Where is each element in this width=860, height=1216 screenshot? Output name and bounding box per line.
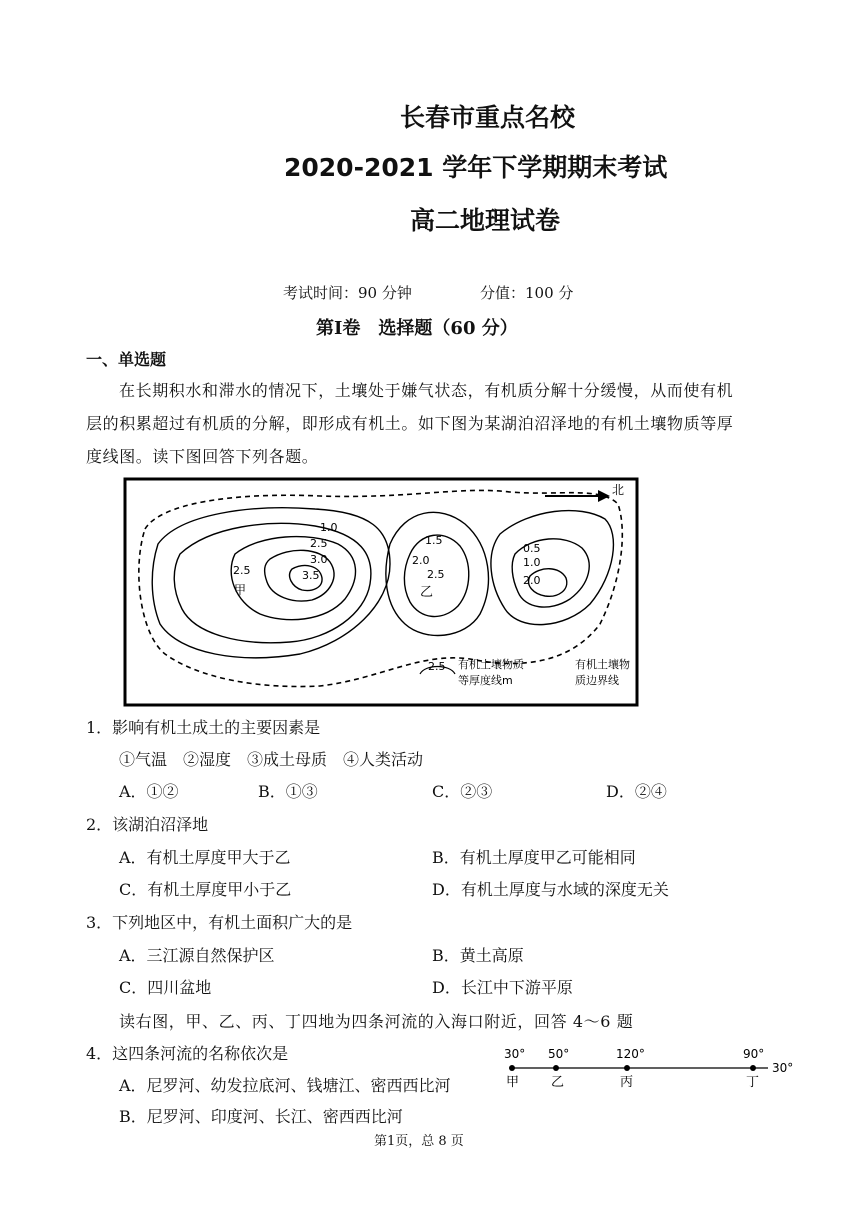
intro-line-3: 度线图。读下图回答下列各题。	[86, 447, 319, 466]
exam-score: 分值：100 分	[480, 284, 574, 302]
label-1-0-b: 1.0	[523, 556, 541, 569]
label-2-5-c: 2.5	[427, 568, 445, 581]
legend-contour-label-2: 等厚度线m	[458, 674, 513, 687]
q3-option-d: D．长江中下游平原	[432, 978, 573, 997]
deg-jia: 30°	[504, 1047, 526, 1061]
label-yi: 乙	[420, 585, 434, 600]
label-3-0: 3.0	[310, 553, 328, 566]
exam-title: 2020-2021 学年下学期期末考试	[284, 153, 668, 182]
subject-title: 高二地理试卷	[410, 206, 561, 235]
q2-option-d: D．有机土厚度与水域的深度无关	[432, 880, 669, 899]
lat-label: 30°	[772, 1061, 794, 1075]
label-2-5: 2.5	[310, 537, 328, 550]
legend-boundary-label-2: 质边界线	[575, 674, 619, 687]
name-ding: 丁	[746, 1075, 760, 1090]
latitude-diagram	[496, 1040, 802, 1092]
part-title: 一、单选题	[86, 350, 167, 369]
north-label: 北	[612, 483, 625, 497]
label-3-5: 3.5	[302, 569, 320, 582]
q3-option-c: C．四川盆地	[119, 978, 212, 997]
label-jia: 甲	[234, 583, 247, 597]
q4-stem: 4．这四条河流的名称依次是	[86, 1044, 289, 1063]
q4-option-a: A．尼罗河、幼发拉底河、钱塘江、密西西比河	[119, 1076, 451, 1095]
deg-bing: 120°	[616, 1047, 645, 1061]
q1-stem: 1．影响有机土成土的主要因素是	[86, 718, 321, 737]
q2-option-b: B．有机土厚度甲乙可能相同	[432, 848, 636, 867]
legend-contour-label-1: 有机土壤物质	[458, 658, 524, 671]
deg-ding: 90°	[743, 1047, 765, 1061]
label-1-0: 1.0	[320, 521, 338, 534]
exam-time: 考试时间：90 分钟	[283, 284, 412, 302]
q1-option-a: A．①②	[119, 782, 179, 801]
q1-option-b: B．①③	[258, 782, 318, 801]
legend-sample-value: 2.5	[428, 660, 446, 673]
q1-option-d: D．②④	[606, 782, 667, 801]
contour-map	[120, 474, 642, 710]
q2-option-c: C．有机土厚度甲小于乙	[119, 880, 292, 899]
label-2-0: 2.0	[412, 554, 430, 567]
name-yi: 乙	[551, 1075, 565, 1090]
point-jia	[509, 1065, 515, 1071]
reading-note: 读右图，甲、乙、丙、丁四地为四条河流的入海口附近，回答 4～6 题	[119, 1012, 634, 1031]
point-yi	[553, 1065, 559, 1071]
q3-option-b: B．黄土高原	[432, 946, 524, 965]
page-footer: 第1页，总 8 页	[374, 1134, 464, 1149]
label-1-5: 1.5	[425, 534, 443, 547]
q1-sub: ①气温 ②湿度 ③成土母质 ④人类活动	[119, 750, 424, 769]
label-2-5-b: 2.5	[233, 564, 251, 577]
school-title: 长春市重点名校	[400, 103, 576, 132]
name-bing: 丙	[620, 1075, 634, 1090]
map-frame	[125, 479, 637, 705]
q2-option-a: A．有机土厚度甲大于乙	[119, 848, 291, 867]
legend-boundary-label-1: 有机土壤物	[575, 658, 630, 671]
intro-line-2: 层的积累超过有机质的分解，即形成有机土。如下图为某湖泊沼泽地的有机土壤物质等厚	[86, 414, 734, 433]
q2-stem: 2．该湖泊沼泽地	[86, 815, 209, 834]
point-bing	[624, 1065, 630, 1071]
point-ding	[750, 1065, 756, 1071]
name-jia: 甲	[506, 1075, 520, 1090]
intro-line-1: 在长期积水和滞水的情况下，土壤处于嫌气状态，有机质分解十分缓慢，从而使有机	[119, 381, 734, 400]
label-0-5: 0.5	[523, 542, 541, 555]
q3-stem: 3．下列地区中，有机土面积广大的是	[86, 913, 353, 932]
deg-yi: 50°	[548, 1047, 570, 1061]
q3-option-a: A．三江源自然保护区	[119, 946, 275, 965]
q1-option-c: C．②③	[432, 782, 493, 801]
q4-option-b: B．尼罗河、印度河、长江、密西西比河	[119, 1107, 403, 1126]
label-2-0-b: 2.0	[523, 574, 541, 587]
section-title: 第Ⅰ卷 选择题（60 分）	[316, 318, 518, 339]
